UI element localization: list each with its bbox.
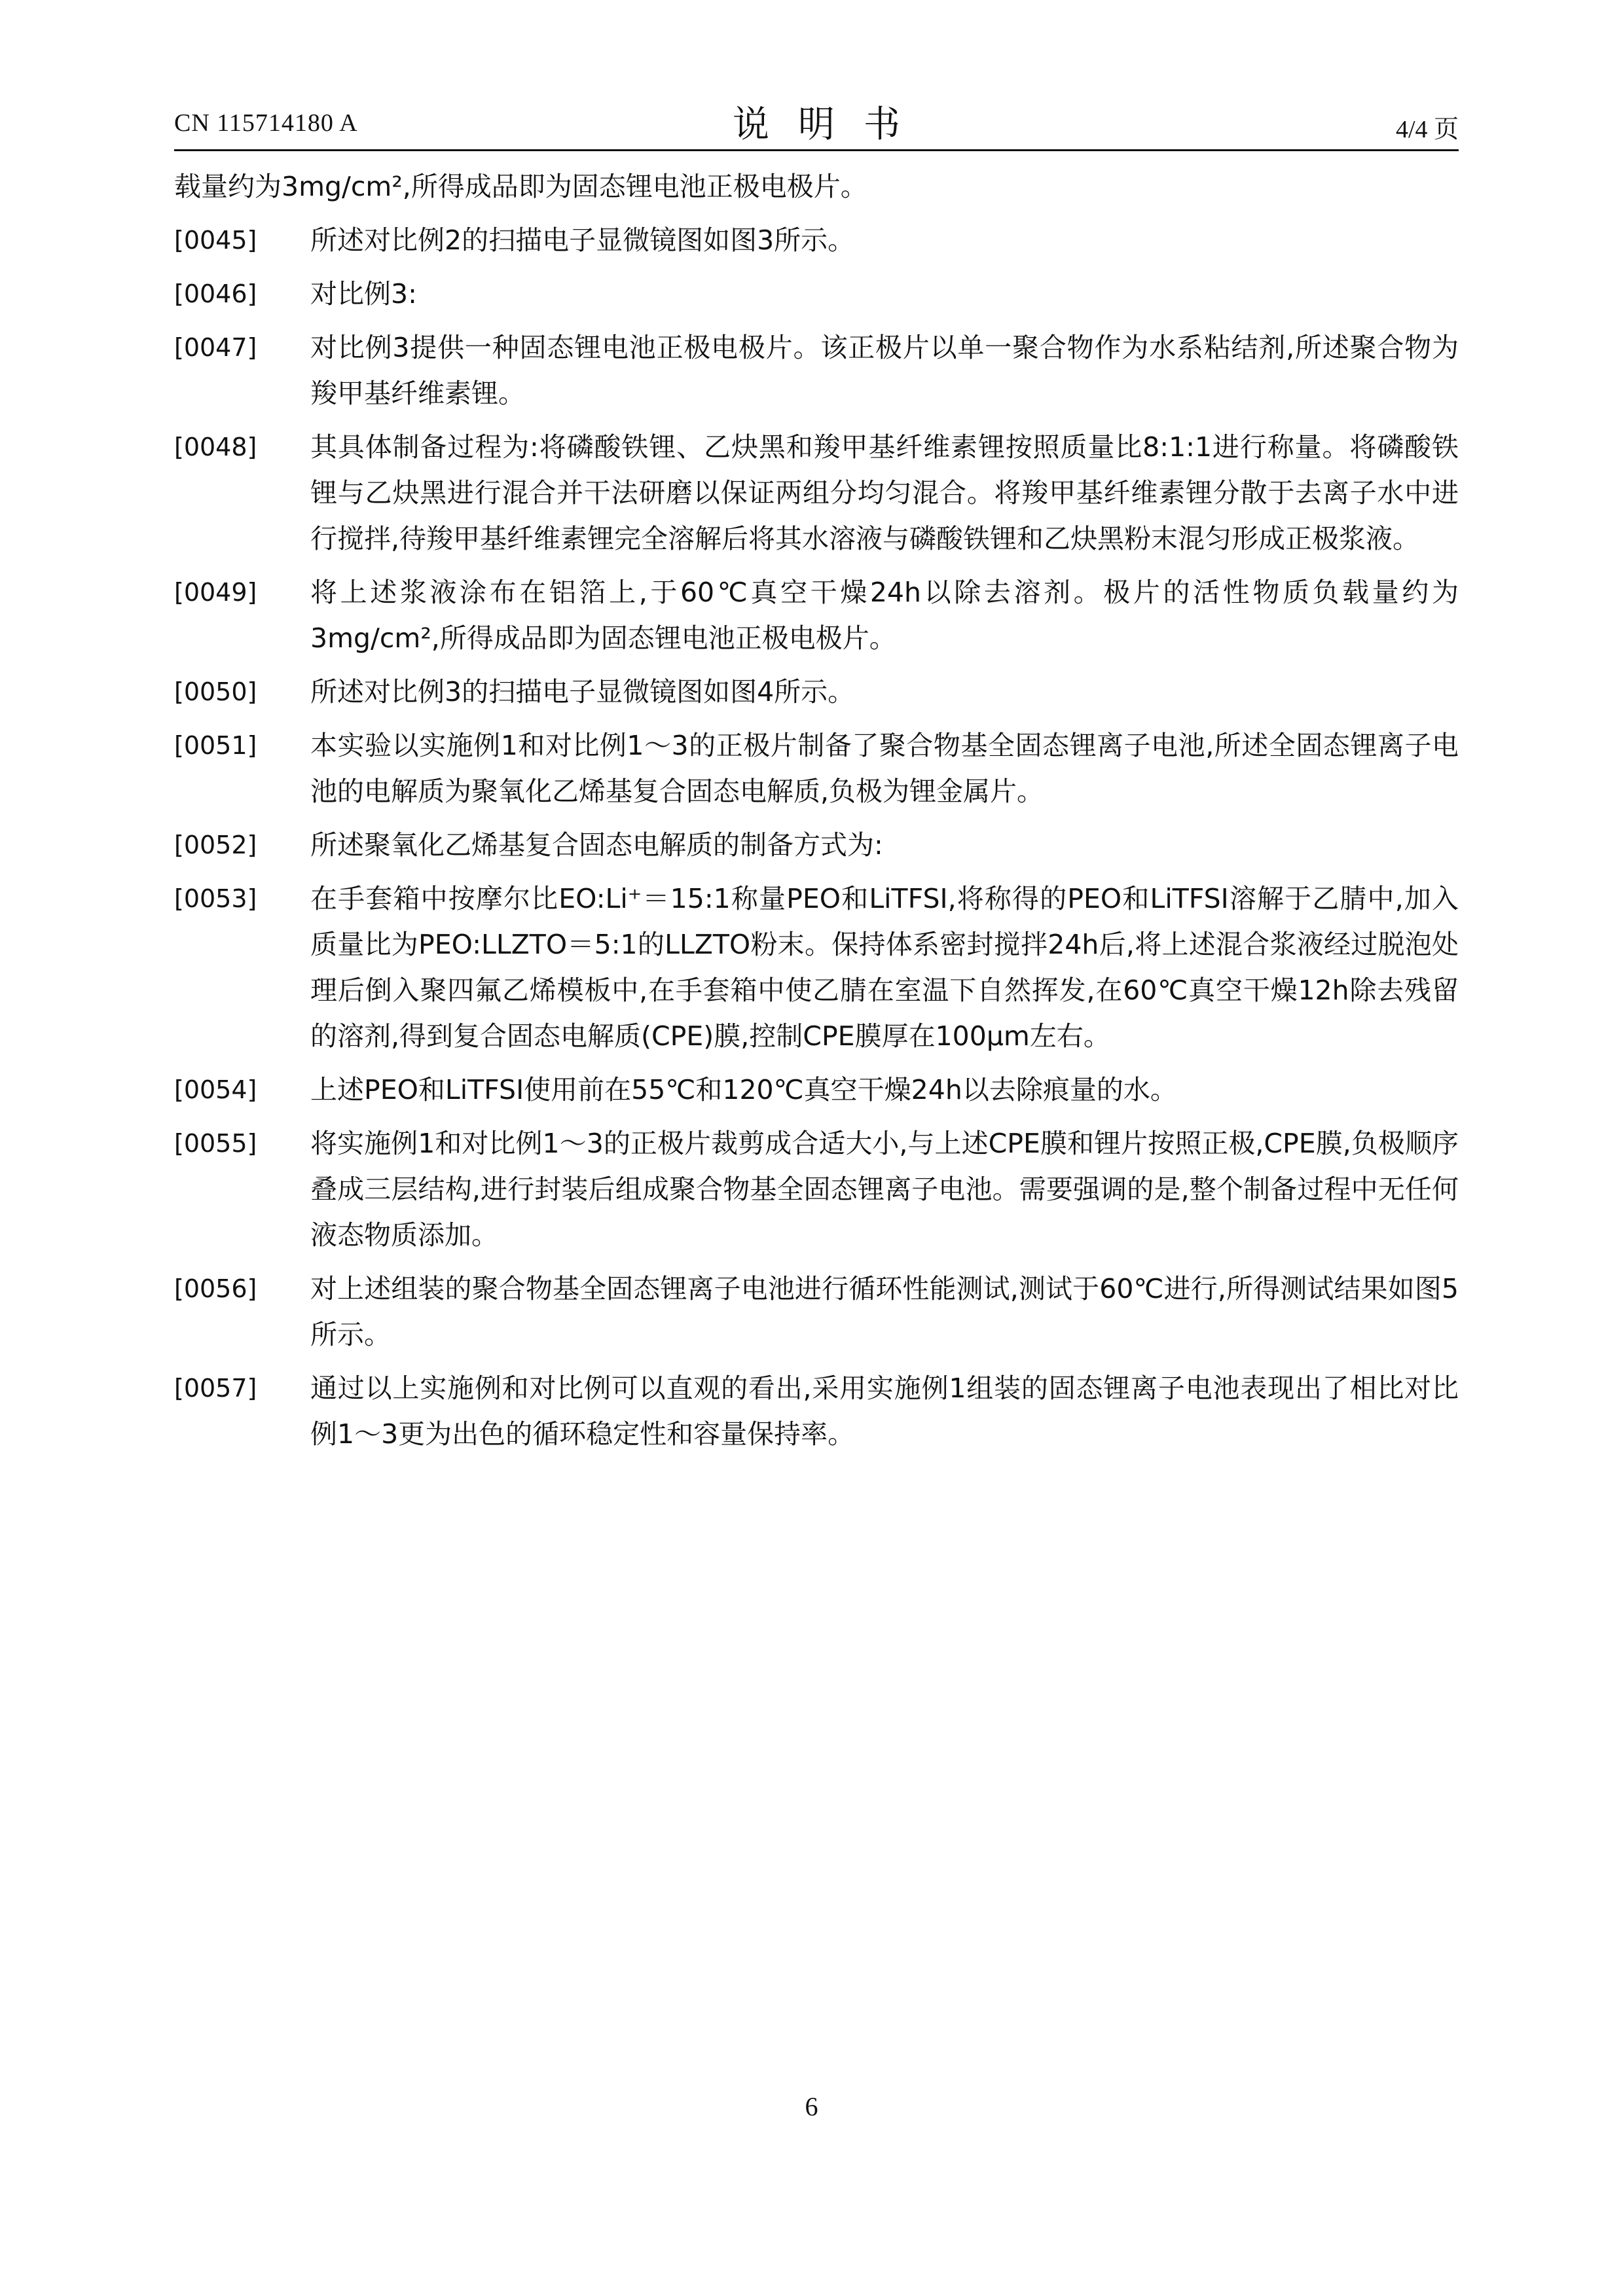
paragraph-number: [0047] (174, 333, 257, 362)
paragraph-number: [0055] (174, 1129, 257, 1158)
paragraph-text: 所述聚氧化乙烯基复合固态电解质的制备方式为: (310, 829, 883, 861)
paragraph (174, 424, 1459, 562)
page-header (174, 92, 1459, 151)
paragraph (174, 1266, 1459, 1357)
paragraph (174, 1067, 1459, 1113)
paragraph-number: [0045] (174, 226, 257, 255)
paragraph-number: [0051] (174, 731, 257, 760)
paragraph-number: [0048] (174, 433, 257, 461)
paragraph (174, 569, 1459, 661)
paragraph-number: [0054] (174, 1075, 257, 1104)
paragraph-text: 其具体制备过程为:将磷酸铁锂、乙炔黑和羧甲基纤维素锂按照质量比8:1:1进行称量。将磷酸铁锂与乙炔黑进行混合并干法研磨以保证两组分均匀混合。将羧甲基纤维素锂分散于去离子水中进行搅拌,待羧甲基纤维素锂完全溶解后将其水溶液与磷酸铁锂和乙炔黑粉末混匀形成正极浆液。 (310, 431, 1459, 554)
paragraph-number: [0046] (174, 279, 257, 308)
paragraph-number: [0049] (174, 578, 257, 607)
page-number: 6 (805, 2092, 818, 2121)
paragraph-number: [0050] (174, 677, 257, 706)
paragraph-text: 对比例3提供一种固态锂电池正极电极片。该正极片以单一聚合物作为水系粘结剂,所述聚合物为羧甲基纤维素锂。 (310, 332, 1459, 409)
paragraph (174, 1121, 1459, 1258)
paragraph-number: [0052] (174, 831, 257, 859)
paragraph-number: [0057] (174, 1374, 257, 1403)
paragraph-text: 所述对比例2的扫描电子显微镜图如图3所示。 (310, 224, 855, 256)
paragraph-text: 上述PEO和LiTFSI使用前在55℃和120℃真空干燥24h以去除痕量的水。 (310, 1074, 1177, 1105)
paragraph (174, 876, 1459, 1059)
header-rule (174, 149, 1459, 151)
paragraph-text: 对比例3: (310, 278, 417, 310)
continuation-text: 载量约为3mg/cm²,所得成品即为固态锂电池正极电极片。 (174, 171, 867, 202)
paragraph-text: 将上述浆液涂布在铝箔上,于60℃真空干燥24h以除去溶剂。极片的活性物质负载量约为3mg/cm²,所得成品即为固态锂电池正极电极片。 (310, 577, 1459, 654)
document-body (174, 164, 1459, 1457)
paragraph (174, 1365, 1459, 1457)
document-title: 说明书 (733, 103, 929, 146)
paragraph (174, 271, 1459, 317)
paragraph (174, 723, 1459, 814)
paragraph-text: 对上述组装的聚合物基全固态锂离子电池进行循环性能测试,测试于60℃进行,所得测试结果如图5所示。 (310, 1273, 1459, 1350)
page-indicator: 4/4 页 (1395, 116, 1459, 143)
paragraph (174, 217, 1459, 263)
paragraph (174, 325, 1459, 416)
paragraph-text: 本实验以实施例1和对比例1～3的正极片制备了聚合物基全固态锂离子电池,所述全固态锂离子电池的电解质为聚氧化乙烯基复合固态电解质,负极为锂金属片。 (310, 730, 1459, 807)
paragraph-number: [0053] (174, 884, 257, 913)
paragraph-number: [0056] (174, 1274, 257, 1303)
paragraph-text: 通过以上实施例和对比例可以直观的看出,采用实施例1组装的固态锂离子电池表现出了相比对比例1～3更为出色的循环稳定性和容量保持率。 (310, 1372, 1459, 1450)
paragraph-text: 在手套箱中按摩尔比EO:Li⁺＝15:1称量PEO和LiTFSI,将称得的PEO和LiTFSI溶解于乙腈中,加入质量比为PEO:LLZTO＝5:1的LLZTO粉末。保持体系密封搅拌24h后,将上述混合浆液经过脱泡处理后倒入聚四氟乙烯模板中,在手套箱中使乙腈在室温下自然挥发,在60℃真空干燥12h除去残留的溶剂,得到复合固态电解质(CPE)膜,控制CPE膜厚在100μm左右。 (310, 883, 1459, 1052)
paragraph-text: 所述对比例3的扫描电子显微镜图如图4所示。 (310, 676, 855, 708)
paragraph-text: 将实施例1和对比例1～3的正极片裁剪成合适大小,与上述CPE膜和锂片按照正极,CPE膜,负极顺序叠成三层结构,进行封装后组成聚合物基全固态锂离子电池。需要强调的是,整个制备过程中无任何液态物质添加。 (310, 1128, 1459, 1251)
publication-number: CN 115714180 A (174, 109, 358, 137)
paragraph (174, 669, 1459, 715)
paragraph (174, 822, 1459, 868)
